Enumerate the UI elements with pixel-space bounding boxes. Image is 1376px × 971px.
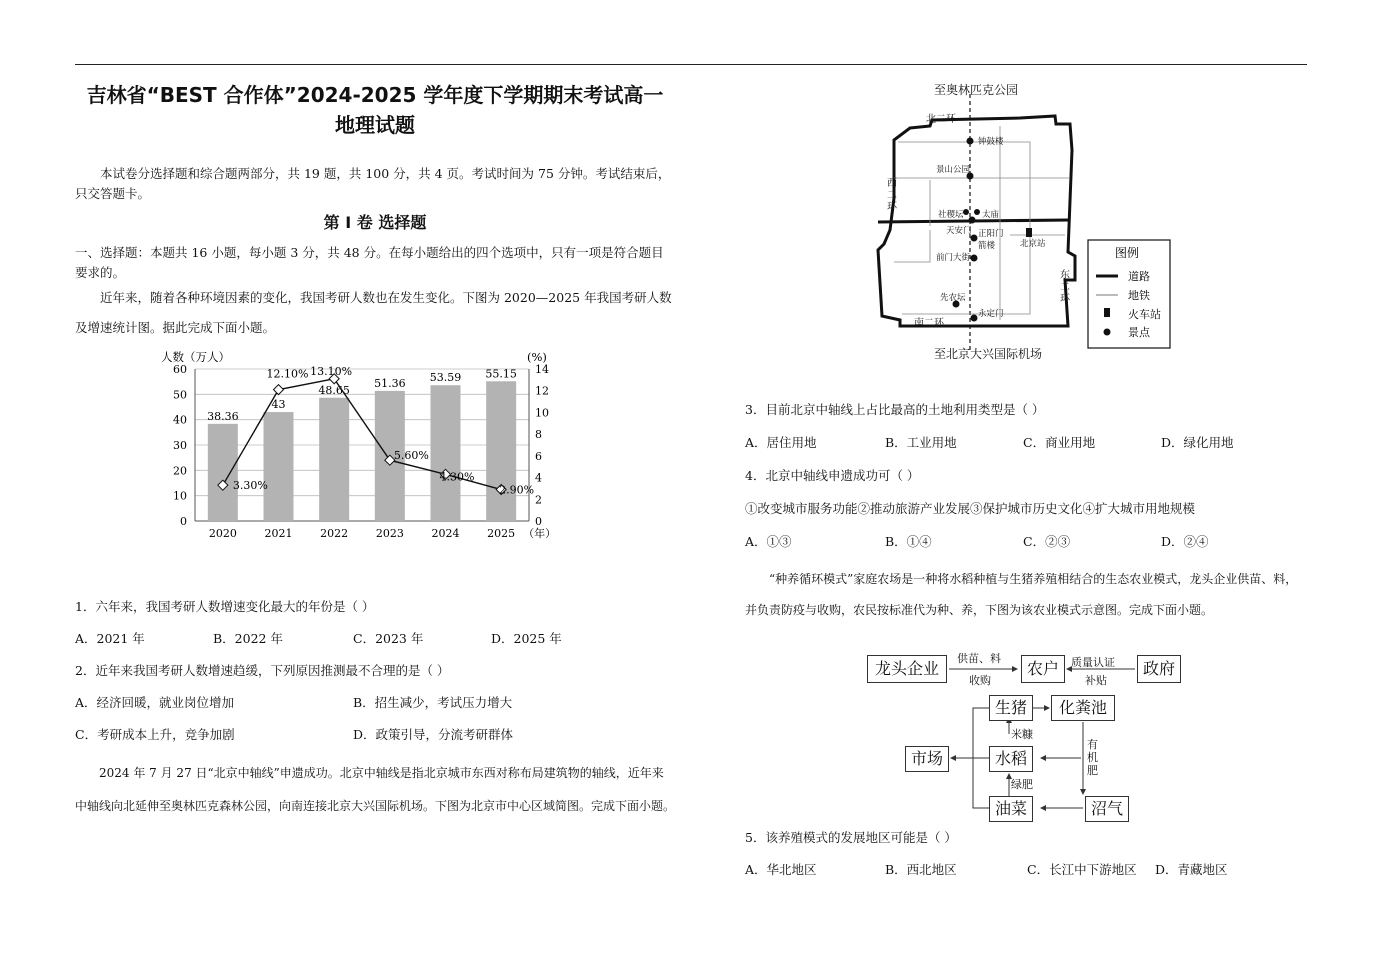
question-4: 4．北京中轴线申遗成功可（ ）	[745, 468, 920, 483]
y-axis-title: 人数（万人）	[161, 350, 230, 364]
box-rapeseed: 油菜	[989, 796, 1033, 822]
label-qianmen: 前门大街	[936, 253, 971, 263]
bar	[431, 385, 461, 521]
farm-flow-diagram	[865, 650, 1185, 830]
y2-tick-label: 12	[535, 384, 549, 398]
site-tiananmen	[969, 217, 976, 224]
q1-option-c[interactable]: C．2023 年	[353, 631, 424, 646]
exam-chart	[157, 349, 577, 559]
label-jingshan: 景山公园	[936, 165, 971, 175]
y2-tick-label: 0	[535, 515, 542, 528]
legend-site: 景点	[1128, 326, 1150, 339]
y2-tick-label: 6	[535, 449, 542, 463]
growth-rate-point	[274, 385, 284, 395]
q1-options	[75, 629, 675, 649]
x-tick-label: 2025	[487, 527, 516, 540]
growth-rate-label: 13.10%	[310, 364, 353, 378]
box-biogas: 沼气	[1085, 796, 1129, 822]
passage-2: 2024 年 7 月 27 日“北京中轴线”申遗成功。北京中轴线是指北京城市东西对称布局建筑物的轴线，近年来中轴线向北延伸至奥林匹克森林公园，向南连接北京大兴国际机场。下图为北京市中心区域简图。完成下面小题。	[75, 766, 676, 813]
label-beijing-station: 北京站	[1020, 239, 1046, 249]
y2-tick-label: 8	[535, 428, 542, 442]
question-3: 3．目前北京中轴线上占比最高的土地利用类型是（ ）	[745, 402, 1045, 417]
left-column	[75, 80, 675, 823]
q5-option-d[interactable]: D．青藏地区	[1155, 862, 1228, 877]
beijing-map	[870, 80, 1190, 370]
ring-east-label-1: 东	[1060, 270, 1070, 281]
passage-3: “种养循环模式”家庭农场是一种将水稻种植与生猪养殖相结合的生态农业模式，龙头企业供苗、料，并负责防疫与收购，农民按标准代为种、养，下图为该农业模式示意图。完成下面小题。	[745, 572, 1298, 617]
ring-north-label: 北二环	[926, 114, 956, 125]
intro: 本试卷分选择题和综合题两部分，共 19 题，共 100 分，共 4 页。考试时间为 75 分钟。考试结束后，只交答题卡。	[75, 166, 671, 201]
growth-rate-label: 12.10%	[266, 367, 309, 381]
q4-option-b[interactable]: B．①④	[885, 534, 932, 549]
q1-option-b[interactable]: B．2022 年	[213, 631, 283, 646]
label-shejitan: 社稷坛	[938, 210, 964, 220]
y-tick-label: 50	[173, 388, 187, 402]
box-dragon-company: 龙头企业	[867, 655, 947, 683]
map-legend	[1088, 240, 1170, 348]
label-green-manure: 绿肥	[1011, 778, 1033, 791]
site-yongdingmen	[971, 315, 978, 322]
instructions: 一、选择题：本题共 16 小题，每小题 3 分，共 48 分。在每小题给出的四个选项中，只有一项是符合题目要求的。	[75, 245, 664, 280]
y-tick-label: 10	[173, 489, 187, 503]
label-jianlou: 箭楼	[978, 241, 996, 251]
q2-option-d[interactable]: D．政策引导，分流考研群体	[353, 727, 514, 742]
box-pig: 生猪	[989, 695, 1033, 721]
q4-options	[745, 532, 1305, 552]
box-market: 市场	[905, 746, 949, 772]
y2-tick-label: 14	[535, 363, 549, 376]
q3-options	[745, 433, 1305, 453]
ring-west-label-1: 西	[887, 178, 897, 189]
x-axis-unit: （年）	[523, 527, 557, 540]
y-tick-label: 30	[173, 439, 187, 452]
ring-west-label-3: 环	[887, 202, 897, 213]
bar-value-label: 53.59	[429, 371, 462, 385]
top-rule	[75, 64, 1307, 65]
q2-options-row2	[75, 725, 675, 745]
q2-option-a[interactable]: A．经济回暖，就业岗位增加	[75, 695, 235, 710]
q2-option-c[interactable]: C．考研成本上升，竞争加剧	[75, 727, 235, 742]
q5-options	[745, 860, 1305, 880]
q3-option-d[interactable]: D．绿化用地	[1161, 435, 1234, 450]
bar-value-label: 38.36	[207, 409, 239, 423]
label-zhengyangmen: 正阳门	[978, 229, 1004, 239]
label-yongdingmen: 永定门	[978, 309, 1004, 319]
section-heading: 第 Ⅰ 卷 选择题	[323, 213, 427, 232]
x-tick-label: 2021	[264, 527, 293, 540]
map-south-label: 至北京大兴国际机场	[934, 347, 1043, 361]
box-government: 政府	[1137, 655, 1181, 683]
label-subsidy: 补贴	[1085, 674, 1107, 687]
q1-option-a[interactable]: A．2021 年	[75, 631, 145, 646]
legend-station: 火车站	[1128, 308, 1161, 321]
growth-rate-label: 2.90%	[499, 483, 535, 497]
growth-rate-label: 5.60%	[393, 449, 429, 463]
box-farmer: 农户	[1021, 655, 1065, 683]
ring-west-label-2: 二	[887, 190, 897, 201]
map-north-label: 至奥林匹克公园	[934, 83, 1019, 97]
ring-east-label-3: 环	[1060, 294, 1070, 305]
x-tick-label: 2024	[431, 527, 460, 540]
box-manure-pit: 化粪池	[1051, 695, 1115, 721]
q5-option-c[interactable]: C．长江中下游地区	[1027, 862, 1137, 877]
q2-options-row1	[75, 693, 675, 713]
q5-option-b[interactable]: B．西北地区	[885, 862, 957, 877]
question-5: 5．该养殖模式的发展地区可能是（ ）	[745, 830, 957, 845]
right-questions	[745, 400, 1305, 626]
site-qianmen-street	[971, 255, 978, 262]
label-organic-fertilizer: 有机肥	[1087, 738, 1098, 777]
bar	[486, 381, 516, 521]
bar-value-label: 55.15	[485, 367, 517, 381]
label-taimiao: 太庙	[982, 210, 1000, 220]
q1-option-d[interactable]: D．2025 年	[491, 631, 562, 646]
exam-title-line2: 地理试题	[335, 113, 415, 137]
q4-option-d[interactable]: D．②④	[1161, 534, 1209, 549]
bar-value-label: 51.36	[374, 376, 406, 390]
q2-option-b[interactable]: B．招生减少，考试压力增大	[353, 695, 513, 710]
beijing-station-icon	[1026, 228, 1032, 237]
growth-rate-label: 4.30%	[439, 470, 475, 484]
bar-value-label: 48.65	[318, 383, 350, 397]
ring-east-label-2: 二	[1060, 282, 1070, 293]
y2-tick-label: 4	[535, 471, 542, 485]
q5-option-a[interactable]: A．华北地区	[745, 862, 817, 877]
box-rice: 水稻	[989, 746, 1033, 772]
site-bell-drum-tower	[967, 138, 974, 145]
x-tick-label: 2023	[375, 527, 404, 540]
bar	[319, 398, 349, 521]
site-shejitan	[963, 209, 969, 215]
y-tick-label: 60	[173, 363, 187, 376]
growth-rate-label: 3.30%	[232, 479, 268, 493]
q3-option-b[interactable]: B．工业用地	[885, 435, 957, 450]
label-quality: 质量认证	[1071, 656, 1115, 669]
label-tiananmen: 天安门	[946, 226, 972, 236]
question-5-block	[745, 828, 1305, 880]
passage-1: 近年来，随着各种环境因素的变化，我国考研人数也在发生变化。下图为 2020—2025 年我国考研人数及增速统计图。据此完成下面小题。	[75, 290, 672, 335]
y-tick-label: 0	[180, 515, 187, 528]
label-xiannongtan: 先农坛	[940, 293, 966, 303]
label-supply: 供苗、料	[957, 652, 1001, 665]
bar	[208, 424, 238, 521]
label-bell-drum-tower: 钟鼓楼	[978, 137, 1004, 147]
y2-axis-title: (%)	[527, 350, 547, 364]
site-zhengyangmen	[971, 235, 978, 242]
legend-road: 道路	[1128, 270, 1150, 283]
q4-statements: ①改变城市服务功能②推动旅游产业发展③保护城市历史文化④扩大城市用地规模	[745, 501, 1196, 516]
label-bran: 米糠	[1011, 728, 1033, 741]
question-2: 2．近年来我国考研人数增速趋缓，下列原因推测最不合理的是（ ）	[75, 663, 450, 678]
q4-option-c[interactable]: C．②③	[1023, 534, 1071, 549]
legend-metro: 地铁	[1128, 289, 1150, 302]
legend-title: 图例	[1115, 246, 1140, 260]
q3-option-c[interactable]: C．商业用地	[1023, 435, 1096, 450]
y2-tick-label: 10	[535, 406, 549, 420]
y2-tick-label: 2	[535, 493, 542, 507]
x-tick-label: 2020	[208, 527, 237, 540]
ring-south-label: 南二环	[914, 318, 944, 329]
y-tick-label: 40	[173, 413, 187, 427]
question-1: 1．六年来，我国考研人数增速变化最大的年份是（ ）	[75, 599, 375, 614]
exam-title-line1: 吉林省“BEST 合作体”2024-2025 学年度下学期期末考试高一	[86, 83, 664, 107]
x-tick-label: 2022	[320, 527, 349, 540]
q3-option-a[interactable]: A．居住用地	[745, 435, 817, 450]
bar-value-label: 43	[271, 398, 286, 412]
y-tick-label: 20	[173, 464, 187, 478]
label-purchase: 收购	[969, 674, 991, 687]
bar	[264, 412, 294, 521]
site-taimiao	[974, 209, 980, 215]
q4-option-a[interactable]: A．①③	[745, 534, 792, 549]
